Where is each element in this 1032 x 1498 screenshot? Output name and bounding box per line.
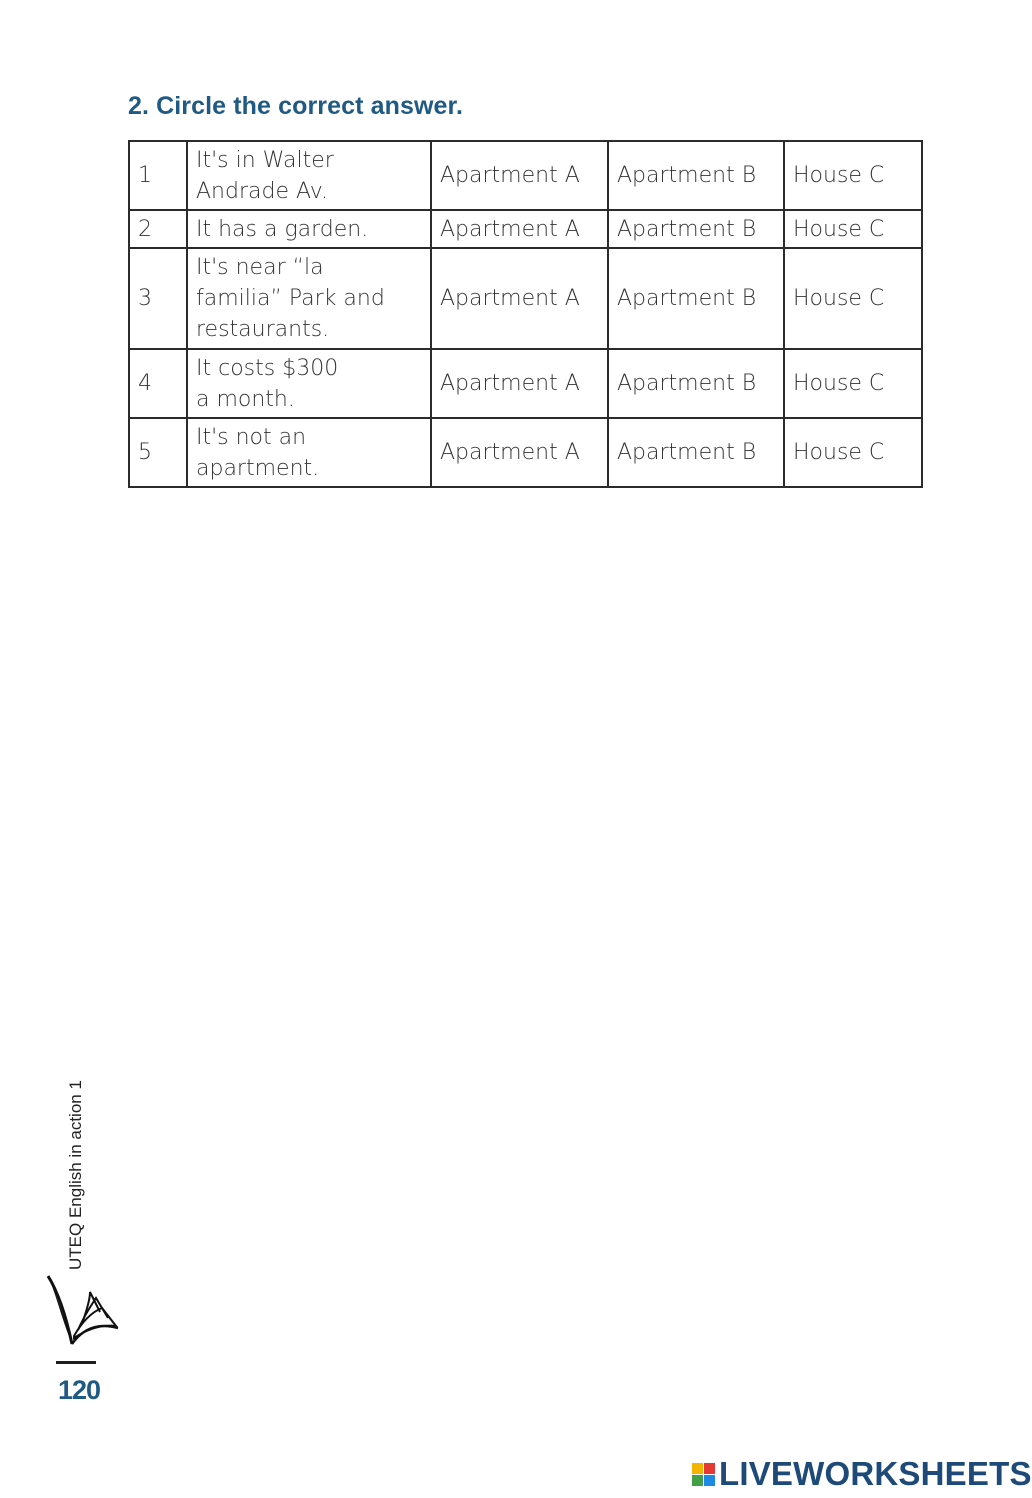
- book-title: UTEQ English in action 1: [66, 1080, 85, 1270]
- table-row: [129, 418, 922, 487]
- statement-cell: It's near “la familia” Park and restaurants.: [187, 248, 431, 349]
- open-book-icon: [42, 1272, 120, 1348]
- table-row: [129, 141, 922, 210]
- row-number: 3: [129, 248, 187, 349]
- table-row: [129, 349, 922, 418]
- option-apartment-b[interactable]: Apartment B: [608, 248, 784, 349]
- statement-cell: It's not an apartment.: [187, 418, 431, 487]
- option-apartment-a[interactable]: Apartment A: [431, 210, 608, 248]
- page-number-rule: [56, 1361, 96, 1364]
- liveworksheets-logo: [692, 1452, 1032, 1496]
- option-apartment-b[interactable]: Apartment B: [608, 349, 784, 418]
- answer-table: [128, 140, 923, 488]
- page-number: 120: [58, 1375, 101, 1405]
- option-house-c[interactable]: House C: [784, 210, 922, 248]
- statement-cell: It costs $300 a month.: [187, 349, 431, 418]
- option-house-c[interactable]: House C: [784, 248, 922, 349]
- row-number: 5: [129, 418, 187, 487]
- option-house-c[interactable]: House C: [784, 141, 922, 210]
- row-number: 2: [129, 210, 187, 248]
- liveworksheets-mark-icon: [692, 1463, 715, 1486]
- option-apartment-b[interactable]: Apartment B: [608, 141, 784, 210]
- statement-cell: It has a garden.: [187, 210, 431, 248]
- table-row: [129, 210, 922, 248]
- row-number: 4: [129, 349, 187, 418]
- option-apartment-a[interactable]: Apartment A: [431, 248, 608, 349]
- liveworksheets-wordmark: LIVEWORKSHEETS: [719, 1455, 1032, 1492]
- option-apartment-a[interactable]: Apartment A: [431, 141, 608, 210]
- option-apartment-b[interactable]: Apartment B: [608, 210, 784, 248]
- option-apartment-a[interactable]: Apartment A: [431, 418, 608, 487]
- option-house-c[interactable]: House C: [784, 418, 922, 487]
- option-apartment-a[interactable]: Apartment A: [431, 349, 608, 418]
- option-house-c[interactable]: House C: [784, 349, 922, 418]
- statement-cell: It's in Walter Andrade Av.: [187, 141, 431, 210]
- row-number: 1: [129, 141, 187, 210]
- option-apartment-b[interactable]: Apartment B: [608, 418, 784, 487]
- table-row: [129, 248, 922, 349]
- exercise-heading: 2. Circle the correct answer.: [128, 92, 464, 120]
